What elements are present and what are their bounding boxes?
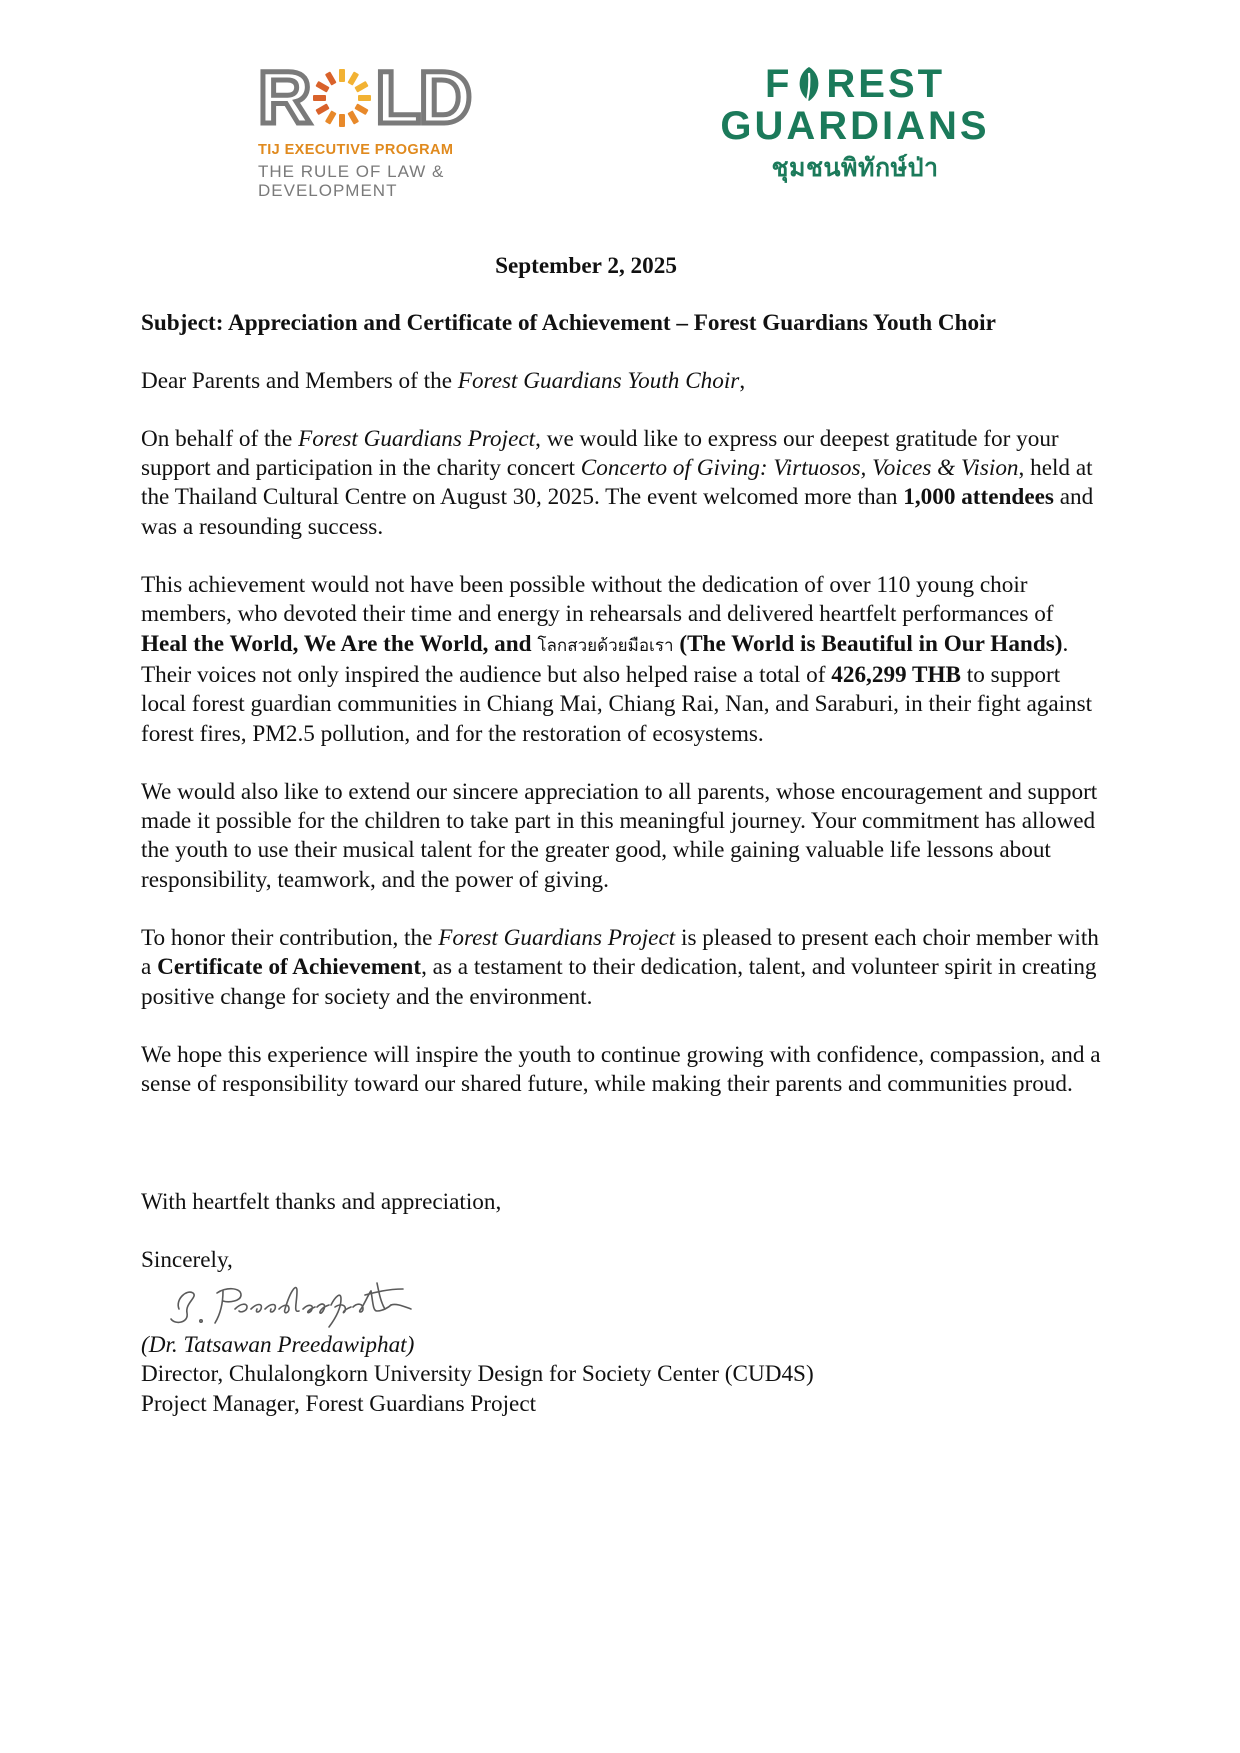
salutation-punct: , bbox=[739, 367, 746, 394]
fg-wordmark-line2: GUARDIANS bbox=[720, 104, 990, 148]
p1-text-c: , we would like to express our deepest gratitude for your support and participation in the charity concert bbox=[141, 425, 1059, 482]
p4-certificate: Certificate of Achievement bbox=[157, 954, 422, 981]
sun-icon bbox=[312, 68, 372, 128]
p1-text-g: and was a resounding success. bbox=[141, 484, 1094, 540]
p1-text-e: , held at the Thailand Cultural Centre on August 30, 2025. The event welcomed more than bbox=[141, 455, 1093, 511]
rold-tagline-line1: THE RULE OF LAW & bbox=[258, 162, 445, 181]
p4-text-c: is pleased to present each choir member with a bbox=[141, 925, 1099, 981]
rold-wordmark bbox=[258, 56, 471, 139]
salutation-choir-name: Forest Guardians Youth Choir bbox=[457, 367, 740, 394]
p2-songs: Heal the World, We Are the World, and bbox=[141, 630, 538, 657]
letter-subject: Subject: Appreciation and Certificate of Achievement – Forest Guardians Youth Choir bbox=[141, 310, 996, 337]
paragraph-3: We would also like to extend our sincere appreciation to all parents, whose encouragement and support made it possible for the children to take part in this meaningful journey. Your commitment has allowed the youth to use their musical talent for the greater good, while gaining valuable life lessons about responsibility, teamwork, and the power of giving. bbox=[141, 778, 1098, 893]
p1-project-name: Forest Guardians Project bbox=[298, 425, 536, 452]
paragraph-1 bbox=[141, 425, 1101, 542]
sign-off: Sincerely, bbox=[141, 1246, 233, 1273]
rold-tagline-line2: DEVELOPMENT bbox=[258, 181, 398, 200]
rold-letter-l: L bbox=[375, 56, 419, 139]
closing-gap bbox=[141, 1129, 1101, 1188]
fg-letters-rest: REST bbox=[826, 62, 946, 106]
fg-letter-f: F bbox=[764, 62, 793, 106]
rold-tagline bbox=[258, 162, 468, 200]
closing-line: With heartfelt thanks and appreciation, bbox=[141, 1188, 502, 1215]
salutation-text: Dear Parents and Members of the bbox=[141, 367, 458, 394]
p2-thai-song: โลกสวยด้วยมือเรา bbox=[537, 635, 674, 656]
p2-amount-raised: 426,299 THB bbox=[831, 661, 961, 688]
paragraph-5: We hope this experience will inspire the youth to continue growing with confidence, compassion, and a sense of responsibility toward our shared future, while making their parents and communities proud. bbox=[141, 1041, 1101, 1098]
leaf-icon bbox=[794, 65, 824, 103]
signatory-name-text: (Dr. Tatsawan Preedawiphat) bbox=[141, 1332, 415, 1359]
fg-thai-name: ชุมชนพิทักษ์ป่า bbox=[771, 154, 939, 182]
signatory-block bbox=[141, 1331, 1101, 1419]
paragraph-2 bbox=[141, 571, 1101, 749]
handwritten-signature bbox=[165, 1269, 435, 1331]
signatory-name bbox=[141, 1331, 1101, 1360]
rold-letter-r: R bbox=[258, 56, 310, 139]
p4-text-e: , as a testament to their dedication, talent, and volunteer spirit in creating positive change for society and the environment. bbox=[141, 954, 1097, 1010]
p4-project-name: Forest Guardians Project bbox=[438, 925, 676, 952]
forest-guardians-logo bbox=[700, 64, 1010, 184]
letter-body bbox=[141, 252, 1101, 1419]
p2-text-g: to support local forest guardian communities in Chiang Mai, Chiang Rai, Nan, and Saraburi, in their fight against forest fires, PM2.5 pollution, and for the restoration of ecosystems. bbox=[141, 661, 1093, 747]
p1-concert-name: Concerto of Giving: Virtuosos, Voices & Vision bbox=[580, 455, 1019, 482]
p1-text-a: On behalf of the bbox=[141, 425, 299, 452]
fg-wordmark-line1 bbox=[700, 64, 1010, 104]
salutation bbox=[141, 367, 1101, 396]
p2-text-e: . Their voices not only inspired the audience but also helped raise a total of bbox=[141, 630, 1069, 688]
letter-date: September 2, 2025 bbox=[495, 253, 677, 279]
paragraph-4 bbox=[141, 924, 1101, 1012]
signatory-title-1: Director, Chulalongkorn University Design for Society Center (CUD4S) bbox=[141, 1361, 814, 1388]
p1-attendees: 1,000 attendees bbox=[903, 484, 1054, 511]
signatory-title-2: Project Manager, Forest Guardians Project bbox=[141, 1390, 537, 1417]
p2-song-translation: (The World is Beautiful in Our Hands) bbox=[673, 630, 1063, 657]
rold-program-label: TIJ EXECUTIVE PROGRAM bbox=[258, 142, 454, 158]
rold-logo bbox=[258, 56, 471, 200]
p2-text-a: This achievement would not have been possible without the dedication of over 110 young choir members, who devoted their time and energy in rehearsals and delivered heartfelt performances of bbox=[141, 572, 1054, 628]
rold-letter-d: D bbox=[418, 56, 471, 139]
p4-text-a: To honor their contribution, the bbox=[141, 925, 439, 952]
